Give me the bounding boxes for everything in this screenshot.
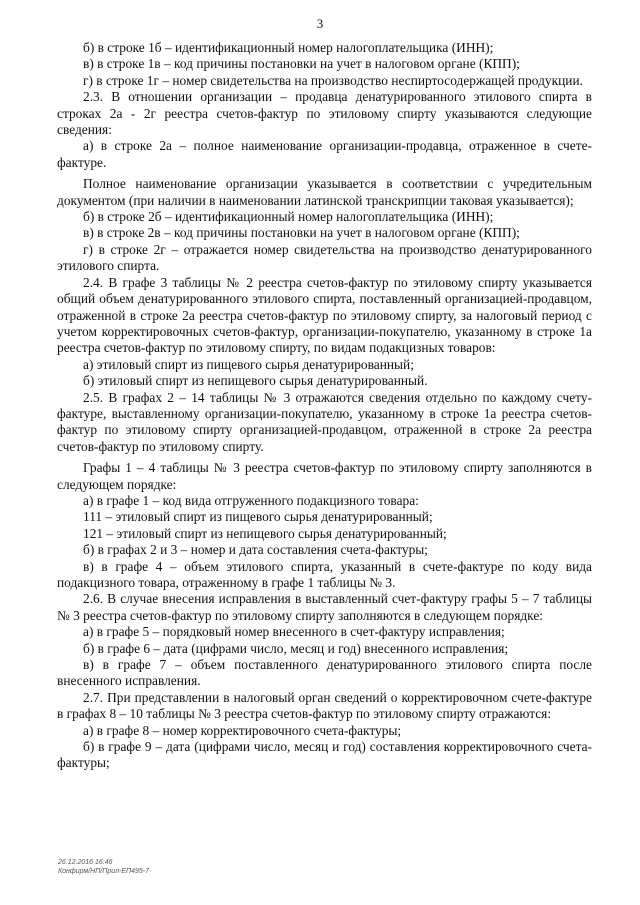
paragraph: б) этиловый спирт из непищевого сырья денатурированный.: [83, 373, 428, 389]
footer-stamp: [58, 858, 149, 876]
paragraph: б) в графе 9 – дата (цифрами число, месяц и год) составления корректировочного счета-фактуры;: [57, 739, 592, 771]
paragraph: г) в строке 1г – номер свидетельства на производство неспиртосодержащей продукции.: [83, 72, 583, 88]
paragraph: а) этиловый спирт из пищевого сырья денатурированный;: [83, 356, 414, 372]
paragraph: 121 – этиловый спирт из непищевого сырья денатурированный;: [83, 525, 447, 541]
paragraph: а) в графе 5 – порядковый номер внесенного в счет-фактуру исправления;: [83, 624, 505, 640]
paragraph: 2.7. При представлении в налоговый орган сведений о корректировочном счете-фактуре в графах 8 – 10 таблицы № 3 реестра счетов-фактур по этиловому спирту отражаются:: [57, 689, 592, 722]
paragraph: б) в графе 6 – дата (цифрами число, месяц и год) внесенного исправления;: [83, 640, 509, 656]
paragraph: Полное наименование организации указывается в соответствии с учредительным документом (при наличии в наименовании латинской транскрипции таковая указывается);: [57, 176, 592, 208]
paragraph: в) в графе 4 – объем этилового спирта, указанный в счете-фактуре по коду вида подакцизного товара, отраженному в графе 1 таблицы № 3.: [57, 558, 592, 590]
paragraph: Графы 1 – 4 таблицы № 3 реестра счетов-фактур по этиловому спирту заполняются в следующем порядке:: [57, 460, 592, 492]
paragraph: 2.4. В графе 3 таблицы № 2 реестра счетов-фактур по этиловому спирту указывается общий объем денатурированного этилового спирта, поставленный организацией-продавцом, отраженной в строке 2а реестра счетов-фактур по этиловому спирту, за налоговый период с учетом корректировочных счетов-фактур, организации-покупателю, указанному в строке 1а реестра счетов-фактур по этиловому спирту, по видам подакцизных товаров:: [57, 274, 592, 356]
paragraph: а) в строке 2а – полное наименование организации-продавца, отраженное в счете-фактуре.: [57, 138, 592, 170]
footer-doc-code: Конфирм/НП/Прил-ЕП495-7: [58, 868, 150, 875]
paragraph: 2.5. В графах 2 – 14 таблицы № 3 отражаются сведения отдельно по каждому счету-фактуре, выставленному организации-покупателю, указанному в строке 1а реестра счетов-фактур по этиловому спирту организацией-продавцом, отраженной в строке 2а реестра счетов-фактур по этиловому спирту.: [57, 389, 592, 454]
paragraph: 111 – этиловый спирт из пищевого сырья денатурированный;: [83, 509, 433, 525]
paragraph: а) в графе 1 – код вида отгруженного подакцизного товара:: [83, 492, 419, 508]
paragraph: б) в строке 2б – идентификационный номер налогоплательщика (ИНН);: [83, 209, 494, 225]
page-number: 3: [316, 16, 324, 31]
paragraph: 2.6. В случае внесения исправления в выставленный счет-фактуру графы 5 – 7 таблицы № 3 реестра счетов-фактур по этиловому спирту заполняются в следующем порядке:: [57, 591, 592, 623]
document-body: [57, 40, 592, 772]
paragraph: в) в строке 1в – код причины постановки на учет в налоговом органе (КПП);: [83, 56, 520, 72]
footer-timestamp: 26.12.2016 16:46: [58, 859, 113, 866]
paragraph: а) в графе 8 – номер корректировочного счета-фактуры;: [83, 722, 402, 738]
paragraph: в) в графе 7 – объем поставленного денатурированного этилового спирта после внесенного исправления.: [57, 657, 592, 689]
paragraph: б) в строке 1б – идентификационный номер налогоплательщика (ИНН);: [83, 40, 494, 55]
paragraph: в) в строке 2в – код причины постановки на учет в налоговом органе (КПП);: [83, 225, 520, 241]
paragraph: 2.3. В отношении организации – продавца денатурированного этилового спирта в строках 2а - 2г реестра счетов-фактур по этиловому спирту указываются следующие сведения:: [57, 89, 592, 138]
paragraph: г) в строке 2г – отражается номер свидетельства на производство денатурированного этилового спирта.: [57, 241, 592, 274]
paragraph: б) в графах 2 и 3 – номер и дата составления счета-фактуры;: [83, 542, 429, 558]
